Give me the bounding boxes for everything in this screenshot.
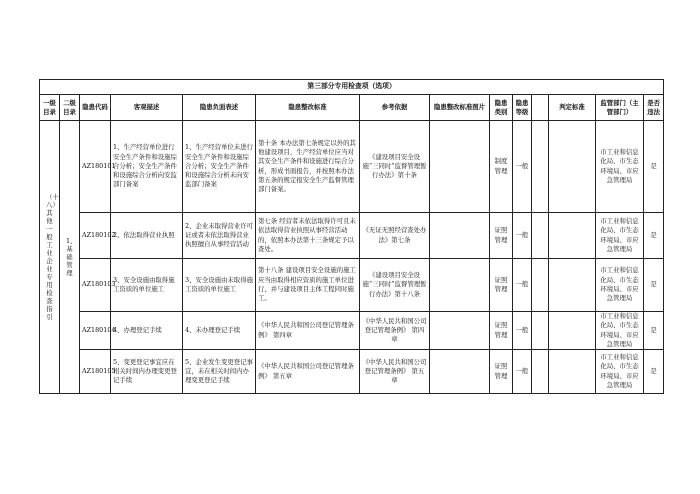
header-criteria: 判定标准 xyxy=(549,95,596,121)
standard-image xyxy=(430,350,490,394)
header-category: 隐患类别 xyxy=(490,95,513,121)
criteria-cell xyxy=(549,350,596,394)
supervising-dept: 市工业和信息化局、市生态环境局、市应急管理局 xyxy=(596,213,644,259)
hazard-grade: 一般 xyxy=(513,312,532,350)
blank-cell xyxy=(532,213,549,259)
reference-basis: 《中华人民共和国公司登记管理条例》 第五章 xyxy=(360,350,430,394)
section-title: 第三部分专用检查项（选项） xyxy=(40,80,664,95)
header-row xyxy=(40,95,664,121)
objective-description: 5、变更登记事宜应在相关时间内办理变更登记手续 xyxy=(111,350,183,394)
hazard-grade: 一般 xyxy=(513,259,532,312)
illegal-flag: 是 xyxy=(644,121,664,213)
negative-description: 4、未办理登记手续 xyxy=(183,312,256,350)
hazard-code: AZ180102 xyxy=(80,213,111,259)
negative-description: 2、企业未取得营业许可证或者未依法取得营业执照擅自从事经营活动 xyxy=(183,213,256,259)
reference-basis: 《建设项目安全设施“三同时”监督管理暂行办法》第十八条 xyxy=(360,259,430,312)
objective-description: 4、办理登记手续 xyxy=(111,312,183,350)
negative-description: 5、企业发生变更登记事宜，未在相关时间内办理变更登记手续 xyxy=(183,350,256,394)
blank-cell xyxy=(532,312,549,350)
rectification-standard: 《中华人民共和国公司登记管理条例》 第五章 xyxy=(256,350,360,394)
hazard-grade: 一般 xyxy=(513,121,532,213)
negative-description: 3、安全设施由未取得施工资质的单位施工 xyxy=(183,259,256,312)
objective-description: 3、安全设施由取得施工资质的单位施工 xyxy=(111,259,183,312)
objective-description: 2、依法取得营业执照 xyxy=(111,213,183,259)
hazard-code: AZ180101 xyxy=(80,121,111,213)
objective-description: 1、生产经营单位进行安全生产条件和设施综合分析；安全生产条件和设施综合分析向安监部门备案 xyxy=(111,121,183,213)
header-negative: 隐患负面表述 xyxy=(183,95,256,121)
criteria-cell xyxy=(549,213,596,259)
hazard-category: 证照管理 xyxy=(490,213,513,259)
table-row xyxy=(40,121,664,213)
criteria-cell xyxy=(549,259,596,312)
header-code: 隐患代码 xyxy=(80,95,111,121)
header-basis: 参考依据 xyxy=(360,95,430,121)
rectification-standard: 《中华人民共和国公司登记管理条例》 第四章 xyxy=(256,312,360,350)
hazard-category: 证照管理 xyxy=(490,350,513,394)
criteria-cell xyxy=(549,312,596,350)
blank-cell xyxy=(532,121,549,213)
supervising-dept: 市工业和信息化局、市生态环境局、市应急管理局 xyxy=(596,350,644,394)
hazard-category: 证照管理 xyxy=(490,312,513,350)
criteria-cell xyxy=(549,121,596,213)
rectification-standard: 第十八条 建设项目安全设施的施工应当由取得相应资质的施工单位进行，并与建设项目主体工程同时施工。 xyxy=(256,259,360,312)
blank-cell xyxy=(532,350,549,394)
table-row xyxy=(40,350,664,394)
hazard-code: AZ180105 xyxy=(80,350,111,394)
header-standard: 隐患整改标准 xyxy=(256,95,360,121)
header-grade: 隐患等级 xyxy=(513,95,532,121)
standard-image xyxy=(430,259,490,312)
illegal-flag: 是 xyxy=(644,213,664,259)
illegal-flag: 是 xyxy=(644,259,664,312)
inspection-sheet xyxy=(39,79,664,394)
standard-image xyxy=(430,213,490,259)
hazard-code: AZ180104 xyxy=(80,312,111,350)
reference-basis: 《中华人民共和国公司登记管理条例》 第四章 xyxy=(360,312,430,350)
hazard-grade: 一般 xyxy=(513,350,532,394)
header-level2: 二级目录 xyxy=(60,95,80,121)
header-blank xyxy=(532,95,549,121)
inspection-table xyxy=(39,79,664,394)
hazard-category: 证照管理 xyxy=(490,259,513,312)
illegal-flag: 是 xyxy=(644,350,664,394)
header-dept: 监管部门（主管部门） xyxy=(596,95,644,121)
rectification-standard: 第十条 本办法第七条规定以外的其他建设项目，生产经营单位应当对其安全生产条件和设施进行综合分析，形成书面报告，并按照本办法第五条的规定报安全生产监督管理部门备案。 xyxy=(256,121,360,213)
negative-description: 1、生产经营单位未进行安全生产条件和设施综合分析；安全生产条件和设施综合分析未向安监部门备案 xyxy=(183,121,256,213)
header-level1: 一级目录 xyxy=(40,95,60,121)
header-illegal: 是否违法 xyxy=(644,95,664,121)
reference-basis: 《建设项目安全设施“三同时”监督管理暂行办法》第十条 xyxy=(360,121,430,213)
standard-image xyxy=(430,121,490,213)
hazard-category: 制度管理 xyxy=(490,121,513,213)
illegal-flag: 是 xyxy=(644,312,664,350)
hazard-grade: 一般 xyxy=(513,213,532,259)
supervising-dept: 市工业和信息化局、市生态环境局、市应急管理局 xyxy=(596,312,644,350)
level2-directory: 1、基础管理 xyxy=(60,121,80,394)
blank-cell xyxy=(532,259,549,312)
table-row xyxy=(40,213,664,259)
reference-basis: 《无证无照经营查处办法》第七条 xyxy=(360,213,430,259)
rectification-standard: 第七条 经营者未依法取得许可且未依法取得营业执照从事经营活动的，依照本办法第十三条规定予以查处。 xyxy=(256,213,360,259)
table-row xyxy=(40,259,664,312)
hazard-code: AZ180103 xyxy=(80,259,111,312)
level1-directory: （十八）其他一般工业企业专用检查指引 xyxy=(40,121,60,394)
supervising-dept: 市工业和信息化局、市生态环境局、市应急管理局 xyxy=(596,259,644,312)
standard-image xyxy=(430,312,490,350)
header-image: 隐患整改标准图片 xyxy=(430,95,490,121)
table-row xyxy=(40,312,664,350)
supervising-dept: 市工业和信息化局、市生态环境局、市应急管理局 xyxy=(596,121,644,213)
header-description: 客观描述 xyxy=(111,95,183,121)
